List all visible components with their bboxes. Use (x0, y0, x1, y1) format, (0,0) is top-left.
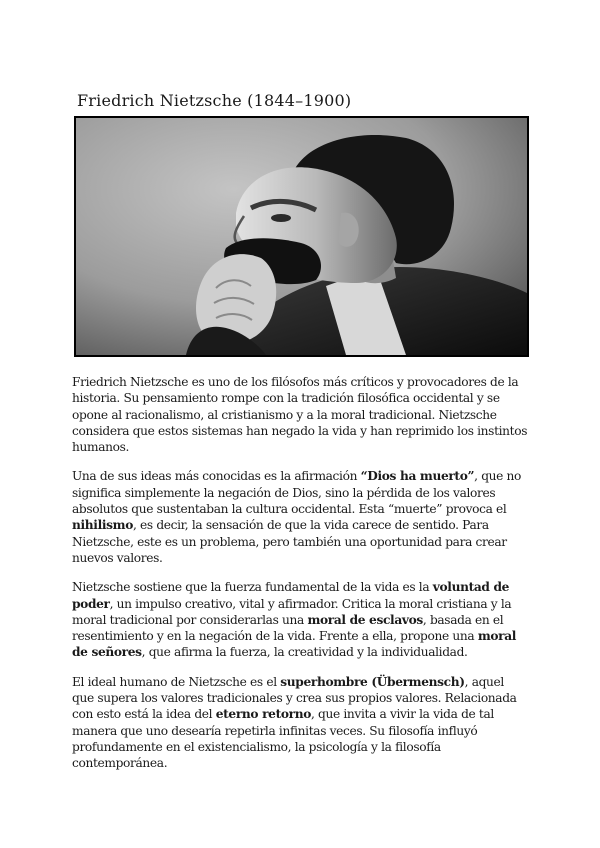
paragraph-text: , que no significa simplemente la negación de Dios, sino la pérdida de los valores absolutos que sustentaban la cultura occidental. Esta “muerte” provoca el (72, 469, 522, 517)
paragraph-superhombre (72, 674, 528, 772)
bold-term: moral de señores (72, 629, 517, 660)
portrait-photo (74, 116, 529, 357)
bold-term: “Dios ha muerto” (360, 469, 475, 484)
bold-term: superhombre (Übermensch) (280, 674, 465, 689)
paragraph-intro (72, 374, 528, 455)
paragraph-text: , que invita a vivir la vida de tal manera que uno desearía repetirla infinitas veces. Su filosofía influyó profundamente en el existencialismo, la psicología y la filosofía contemporánea. (72, 707, 494, 771)
paragraph-text: Una de sus ideas más conocidas es la afirmación (72, 469, 361, 484)
paragraph-dios-ha-muerto (72, 468, 528, 566)
bold-term: moral de esclavos (307, 612, 423, 627)
paragraph-text: Friedrich Nietzsche es uno de los filósofos más críticos y provocadores de la historia. Su pensamiento rompe con la tradición filosófica occidental y se opone al racionalismo, al cristianismo y a la moral tradicional. Nietzsche considera que estos sistemas han negado la vida y han reprimido los instintos humanos. (72, 375, 528, 455)
bold-term: nihilismo (72, 518, 133, 533)
paragraph-text: El ideal humano de Nietzsche es el (72, 674, 281, 689)
paragraph-text: Nietzsche sostiene que la fuerza fundamental de la vida es la (72, 580, 433, 595)
page-title: Friedrich Nietzsche (1844–1900) (77, 91, 352, 110)
paragraph-text: , un impulso creativo, vital y afirmador. Critica la moral cristiana y la moral tradicional por considerarlas una (72, 596, 512, 627)
paragraph-text: , es decir, la sensación de que la vida carece de sentido. Para Nietzsche, este es un problema, pero también una oportunidad para crear nuevos valores. (72, 518, 507, 565)
paragraph-text: , que afirma la fuerza, la creatividad y la individualidad. (141, 645, 468, 660)
portrait-illustration (76, 118, 527, 355)
bold-term: eterno retorno (215, 707, 311, 722)
paragraph-text: , aquel que supera los valores tradicionales y crea sus propios valores. Relacionada con esto está la idea del (72, 674, 517, 722)
bold-term: voluntad de poder (72, 580, 510, 611)
article-body (72, 374, 528, 785)
paragraph-voluntad-de-poder (72, 579, 528, 660)
paragraph-text: , basada en el resentimiento y en la negación de la vida. Frente a ella, propone una (72, 612, 504, 644)
